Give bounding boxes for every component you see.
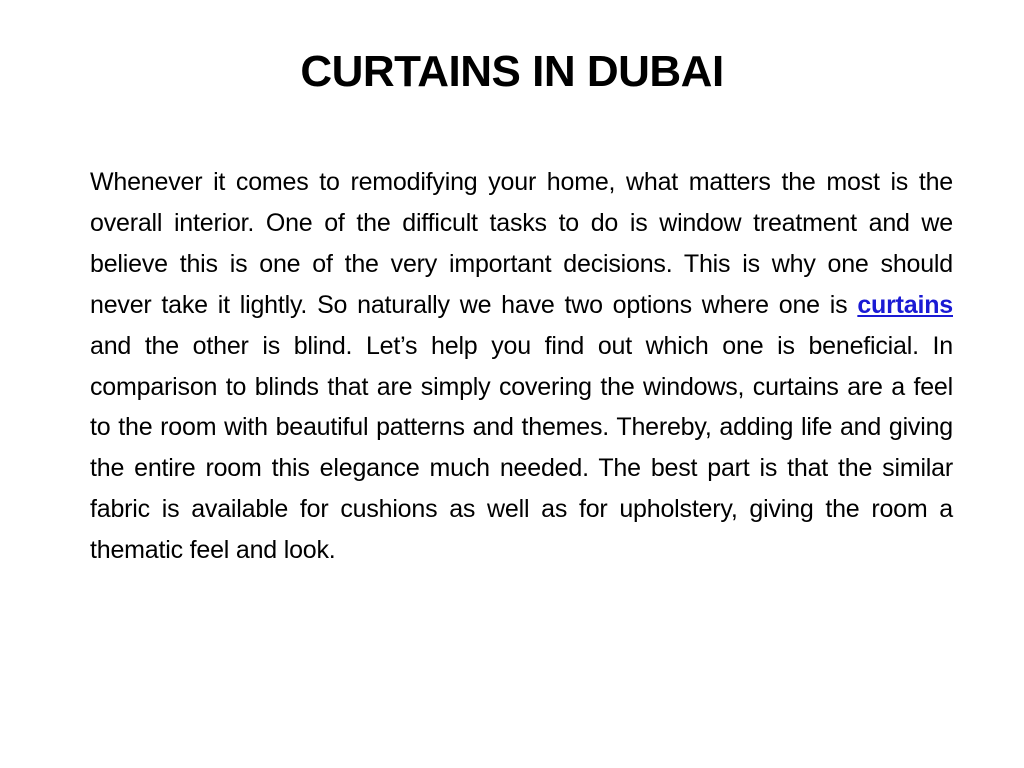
slide-title: CURTAINS IN DUBAI	[300, 47, 724, 96]
body-text-before-link: Whenever it comes to remodifying your home, what matters the most is the overall interior. One of the difficult tasks to do is window treatment and we believe this is one of the very important decisions. This is why one should never take it lightly. So naturally we have two options where one is	[90, 168, 953, 319]
body-text-after-link: and the other is blind. Let’s help you find out which one is beneficial. In comparison to blinds that are simply covering the windows, curtains are a feel to the room with beautiful patterns and themes. Thereby, adding life and giving the entire room this elegance much needed. The best part is that the similar fabric is available for cushions as well as for upholstery, giving the room a thematic feel and look.	[90, 331, 953, 565]
body-paragraph	[90, 162, 953, 571]
curtains-link[interactable]: curtains	[857, 290, 953, 319]
